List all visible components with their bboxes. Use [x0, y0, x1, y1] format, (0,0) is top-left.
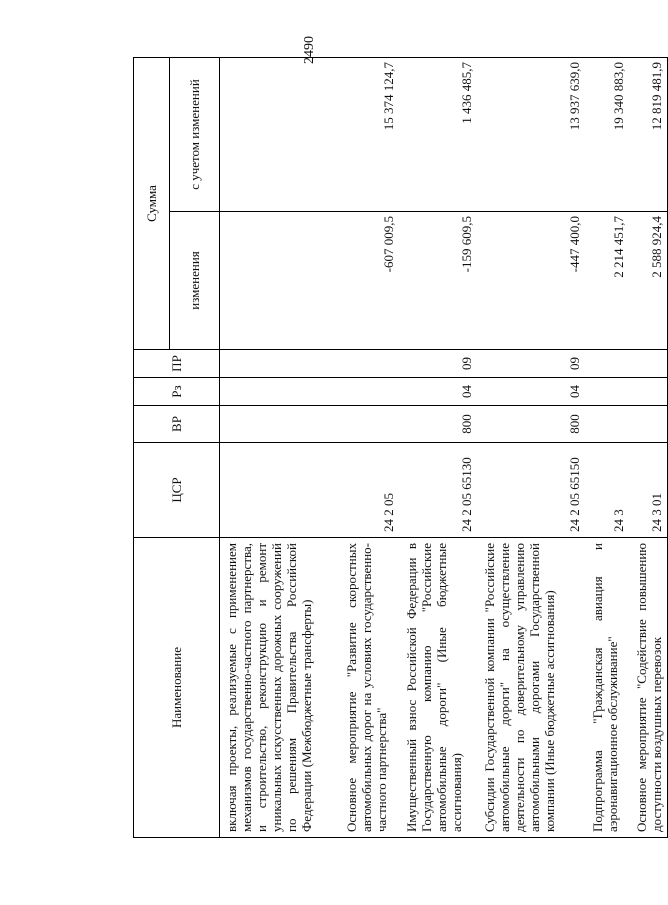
- header-sum: Сумма: [134, 58, 170, 350]
- cell-change: 2 588 924,4: [630, 212, 668, 350]
- cell-change: -607 009,5: [340, 212, 400, 350]
- cell-change: -159 609,5: [400, 212, 478, 350]
- table-row: [400, 58, 478, 838]
- cell-total: 15 374 124,7: [340, 58, 400, 212]
- cell-pr: [630, 350, 668, 378]
- cell-total: 19 340 883,0: [586, 58, 630, 212]
- table-row: [586, 58, 630, 838]
- cell-rz: [586, 378, 630, 406]
- cell-rz: [630, 378, 668, 406]
- cell-change: [220, 212, 340, 350]
- cell-csr: 24 2 05 65130: [400, 443, 478, 538]
- header-name: Наименование: [134, 538, 220, 838]
- header-vr: ВР: [134, 406, 220, 443]
- cell-name: Основное мероприятие "Развитие скоростных автомобильных дорог на условиях государственно-частного партнерства": [340, 538, 400, 838]
- cell-name: включая проекты, реализуемые с применением механизмов государственно-частного партнерства, и строительство, реконструкцию и ремонт уникальных искусственных дорожных сооружений по решениям Правительства Российской Федерации (Межбюджетные трансферты): [220, 538, 340, 838]
- header-pr: ПР: [134, 350, 220, 378]
- cell-rz: 04: [400, 378, 478, 406]
- cell-vr: 800: [478, 406, 586, 443]
- cell-vr: [220, 406, 340, 443]
- cell-csr: 24 3: [586, 443, 630, 538]
- cell-rz: 04: [478, 378, 586, 406]
- cell-name: Субсидии Государственной компании "Российские автомобильные дороги" на осуществление деятельности по доверительному управлению автомобильными дорогами Государственной компании (Иные бюджетные ассигнования): [478, 538, 586, 838]
- cell-name: Имущественный взнос Российской Федерации в Государственную компанию "Российские автомобильные дороги" (Иные бюджетные ассигнования): [400, 538, 478, 838]
- cell-change: -447 400,0: [478, 212, 586, 350]
- cell-name: Основное мероприятие "Содействие повышению доступности воздушных перевозок: [630, 538, 668, 838]
- budget-table-rotated: [133, 58, 666, 838]
- cell-total: 13 937 639,0: [478, 58, 586, 212]
- cell-csr: 24 2 05: [340, 443, 400, 538]
- cell-csr: 24 2 05 65150: [478, 443, 586, 538]
- table-row: [630, 58, 668, 838]
- cell-vr: 800: [400, 406, 478, 443]
- cell-total: 1 436 485,7: [400, 58, 478, 212]
- cell-pr: 09: [478, 350, 586, 378]
- cell-vr: [630, 406, 668, 443]
- cell-total: [220, 58, 340, 212]
- budget-table: [133, 57, 668, 838]
- cell-pr: [586, 350, 630, 378]
- page-number: 2490: [302, 36, 317, 64]
- cell-pr: [340, 350, 400, 378]
- cell-change: 2 214 451,7: [586, 212, 630, 350]
- cell-csr: 24 3 01: [630, 443, 668, 538]
- header-csr: ЦСР: [134, 443, 220, 538]
- header-rz: Рз: [134, 378, 220, 406]
- cell-vr: [586, 406, 630, 443]
- table-row: [340, 58, 400, 838]
- cell-pr: 09: [400, 350, 478, 378]
- cell-rz: [220, 378, 340, 406]
- table-row: [220, 58, 340, 838]
- table-header: [134, 58, 220, 838]
- cell-vr: [340, 406, 400, 443]
- cell-csr: [220, 443, 340, 538]
- cell-total: 12 819 481,9: [630, 58, 668, 212]
- cell-pr: [220, 350, 340, 378]
- cell-rz: [340, 378, 400, 406]
- header-with-changes: с учетом изменений: [170, 58, 220, 212]
- cell-name: Подпрограмма "Гражданская авиация и аэронавигационное обслуживание": [586, 538, 630, 838]
- header-changes: изменения: [170, 212, 220, 350]
- table-row: [478, 58, 586, 838]
